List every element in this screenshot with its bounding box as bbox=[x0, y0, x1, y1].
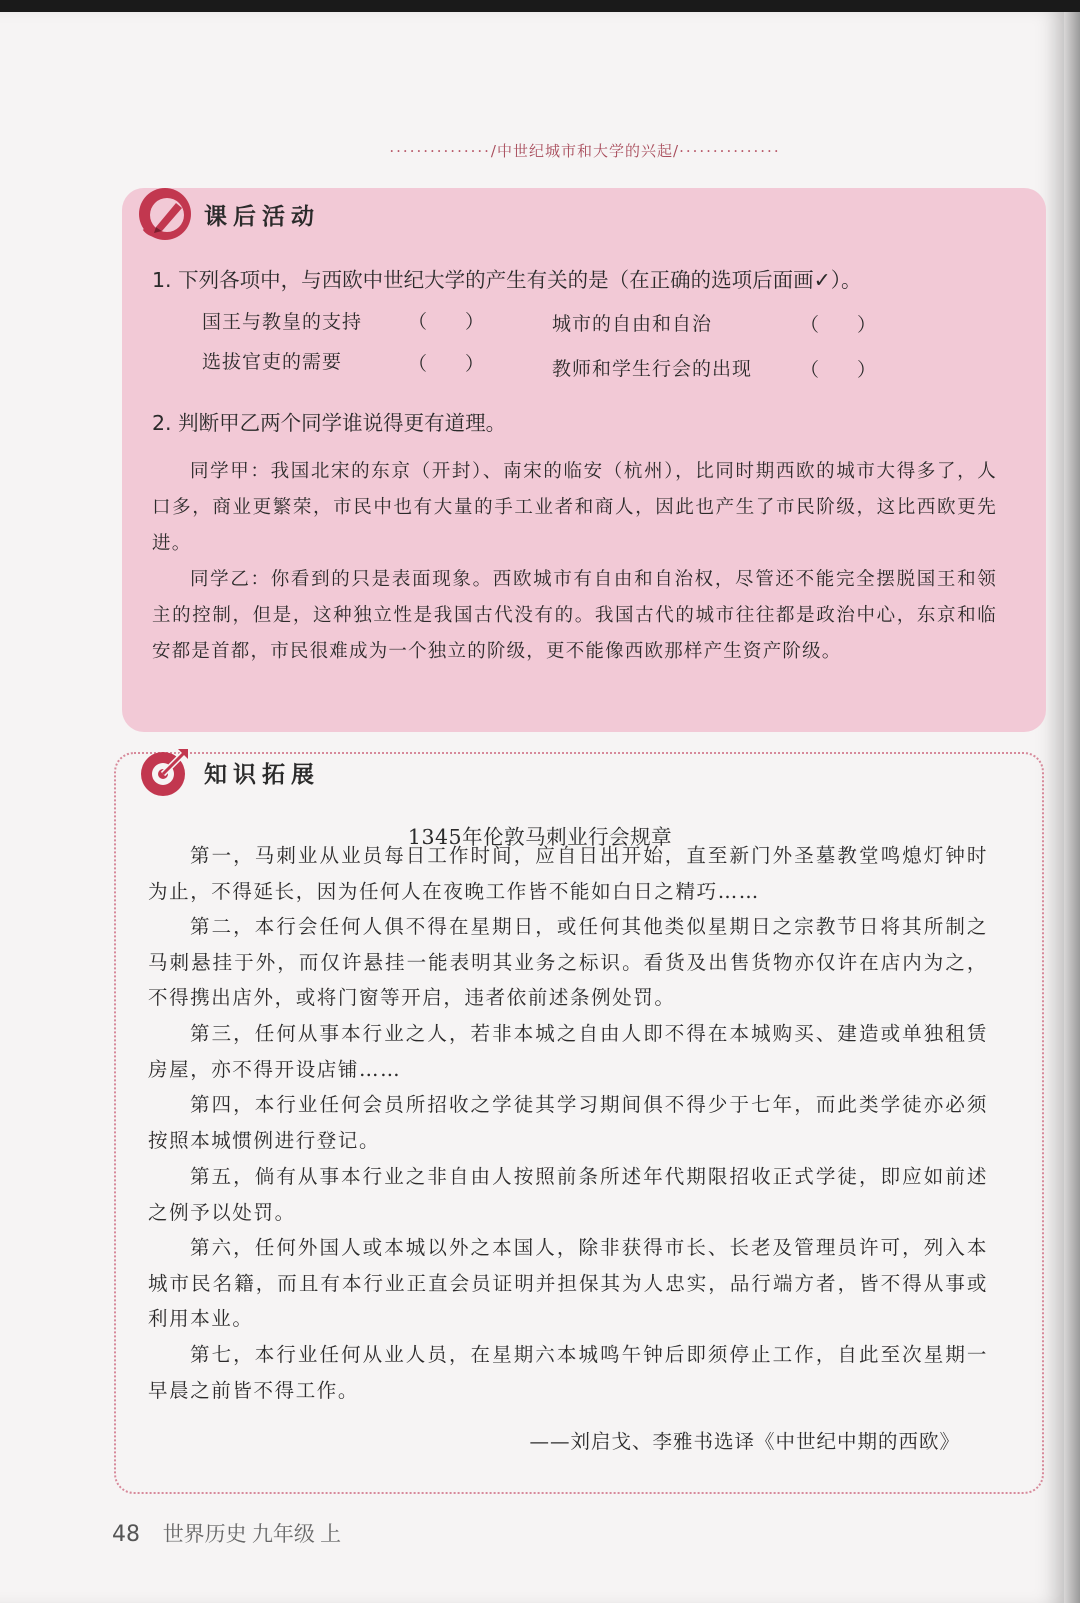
page-footer bbox=[112, 1518, 341, 1548]
book-title: 世界历史 九年级 上 bbox=[162, 1522, 342, 1546]
option-label: 选拔官吏的需要 bbox=[202, 351, 343, 373]
activity-title: 课后活动 bbox=[204, 203, 320, 230]
activity-header bbox=[136, 185, 320, 243]
answer-blank[interactable]: （ ） bbox=[800, 359, 877, 381]
document-title: 1345年伦敦马刺业行会规章 bbox=[407, 825, 673, 849]
pen-icon bbox=[136, 185, 194, 243]
student-b-paragraph: 同学乙：你看到的只是表面现象。西欧城市有自由和自治权，尽管还不能完全摆脱国王和领主的控制，但是，这种独立性是我国古代没有的。我国古代的城市往往都是政治中心，东京和临安都是首都，市民很难成为一个独立的阶级，更不能像西欧那样产生资产阶级。 bbox=[152, 569, 997, 662]
regulation-paragraph: 第三，任何从事本行业之人，若非本城之自由人即不得在本城购买、建造或单独租赁房屋，亦不得开设店铺…… bbox=[148, 1022, 988, 1081]
regulation-paragraph: 第一，马刺业从业员每日工作时间，应自日出开始，直至新门外圣墓教堂鸣熄灯钟时为止，不得延长，因为任何人在夜晚工作皆不能如白日之精巧…… bbox=[148, 844, 988, 903]
knowledge-title: 知识拓展 bbox=[204, 761, 320, 788]
regulation-paragraph: 第五，倘有从事本行业之非自由人按照前条所述年代期限招收正式学徒，即应如前述之例予以处罚。 bbox=[148, 1165, 988, 1224]
source-citation: ——刘启戈、李雅书选译《中世纪中期的西欧》 bbox=[529, 1430, 960, 1453]
arrow-circle-icon bbox=[136, 743, 194, 801]
option-label: 教师和学生行会的出现 bbox=[552, 358, 753, 380]
student-a-paragraph: 同学甲：我国北宋的东京（开封）、南宋的临安（杭州），比同时期西欧的城市大得多了，人口多，商业更繁荣，市民中也有大量的手工业者和商人，因此也产生了市民阶级，这比西欧更先进。 bbox=[152, 461, 997, 554]
regulation-paragraph: 第四，本行业任何会员所招收之学徒其学习期间俱不得少于七年，而此类学徒亦必须按照本城惯例进行登记。 bbox=[148, 1093, 988, 1152]
knowledge-header bbox=[136, 743, 320, 801]
question-1: 1. 下列各项中，与西欧中世纪大学的产生有关的是（在正确的选项后面画✓）。 bbox=[152, 268, 862, 292]
regulation-paragraph: 第二，本行会任何人俱不得在星期日，或任何其他类似星期日之宗教节日将其所制之马刺悬挂于外，而仅许悬挂一能表明其业务之标识。看货及出售货物亦仅许在店内为之，不得携出店外，或将门窗等开启，违者依前述条例处罚。 bbox=[148, 915, 988, 1009]
answer-blank[interactable]: （ ） bbox=[408, 353, 485, 375]
page-number: 48 bbox=[112, 1522, 140, 1547]
answer-blank[interactable]: （ ） bbox=[408, 311, 485, 333]
regulation-paragraph: 第七，本行业任何从业人员，在星期六本城鸣午钟后即须停止工作，自此至次星期一早晨之前皆不得工作。 bbox=[148, 1343, 988, 1402]
page-edge bbox=[1064, 12, 1080, 1603]
question-2: 2. 判断甲乙两个同学谁说得更有道理。 bbox=[152, 411, 507, 435]
option-label: 城市的自由和自治 bbox=[552, 313, 713, 335]
running-head: ···············/中世纪城市和大学的兴起/··············· bbox=[389, 142, 781, 160]
option-label: 国王与教皇的支持 bbox=[202, 311, 363, 333]
regulation-paragraph: 第六，任何外国人或本城以外之本国人，除非获得市长、长老及管理员许可，列入本城市民名籍，而且有本行业正直会员证明并担保其为人忠实，品行端方者，皆不得从事或利用本业。 bbox=[148, 1236, 988, 1330]
answer-blank[interactable]: （ ） bbox=[800, 314, 877, 336]
